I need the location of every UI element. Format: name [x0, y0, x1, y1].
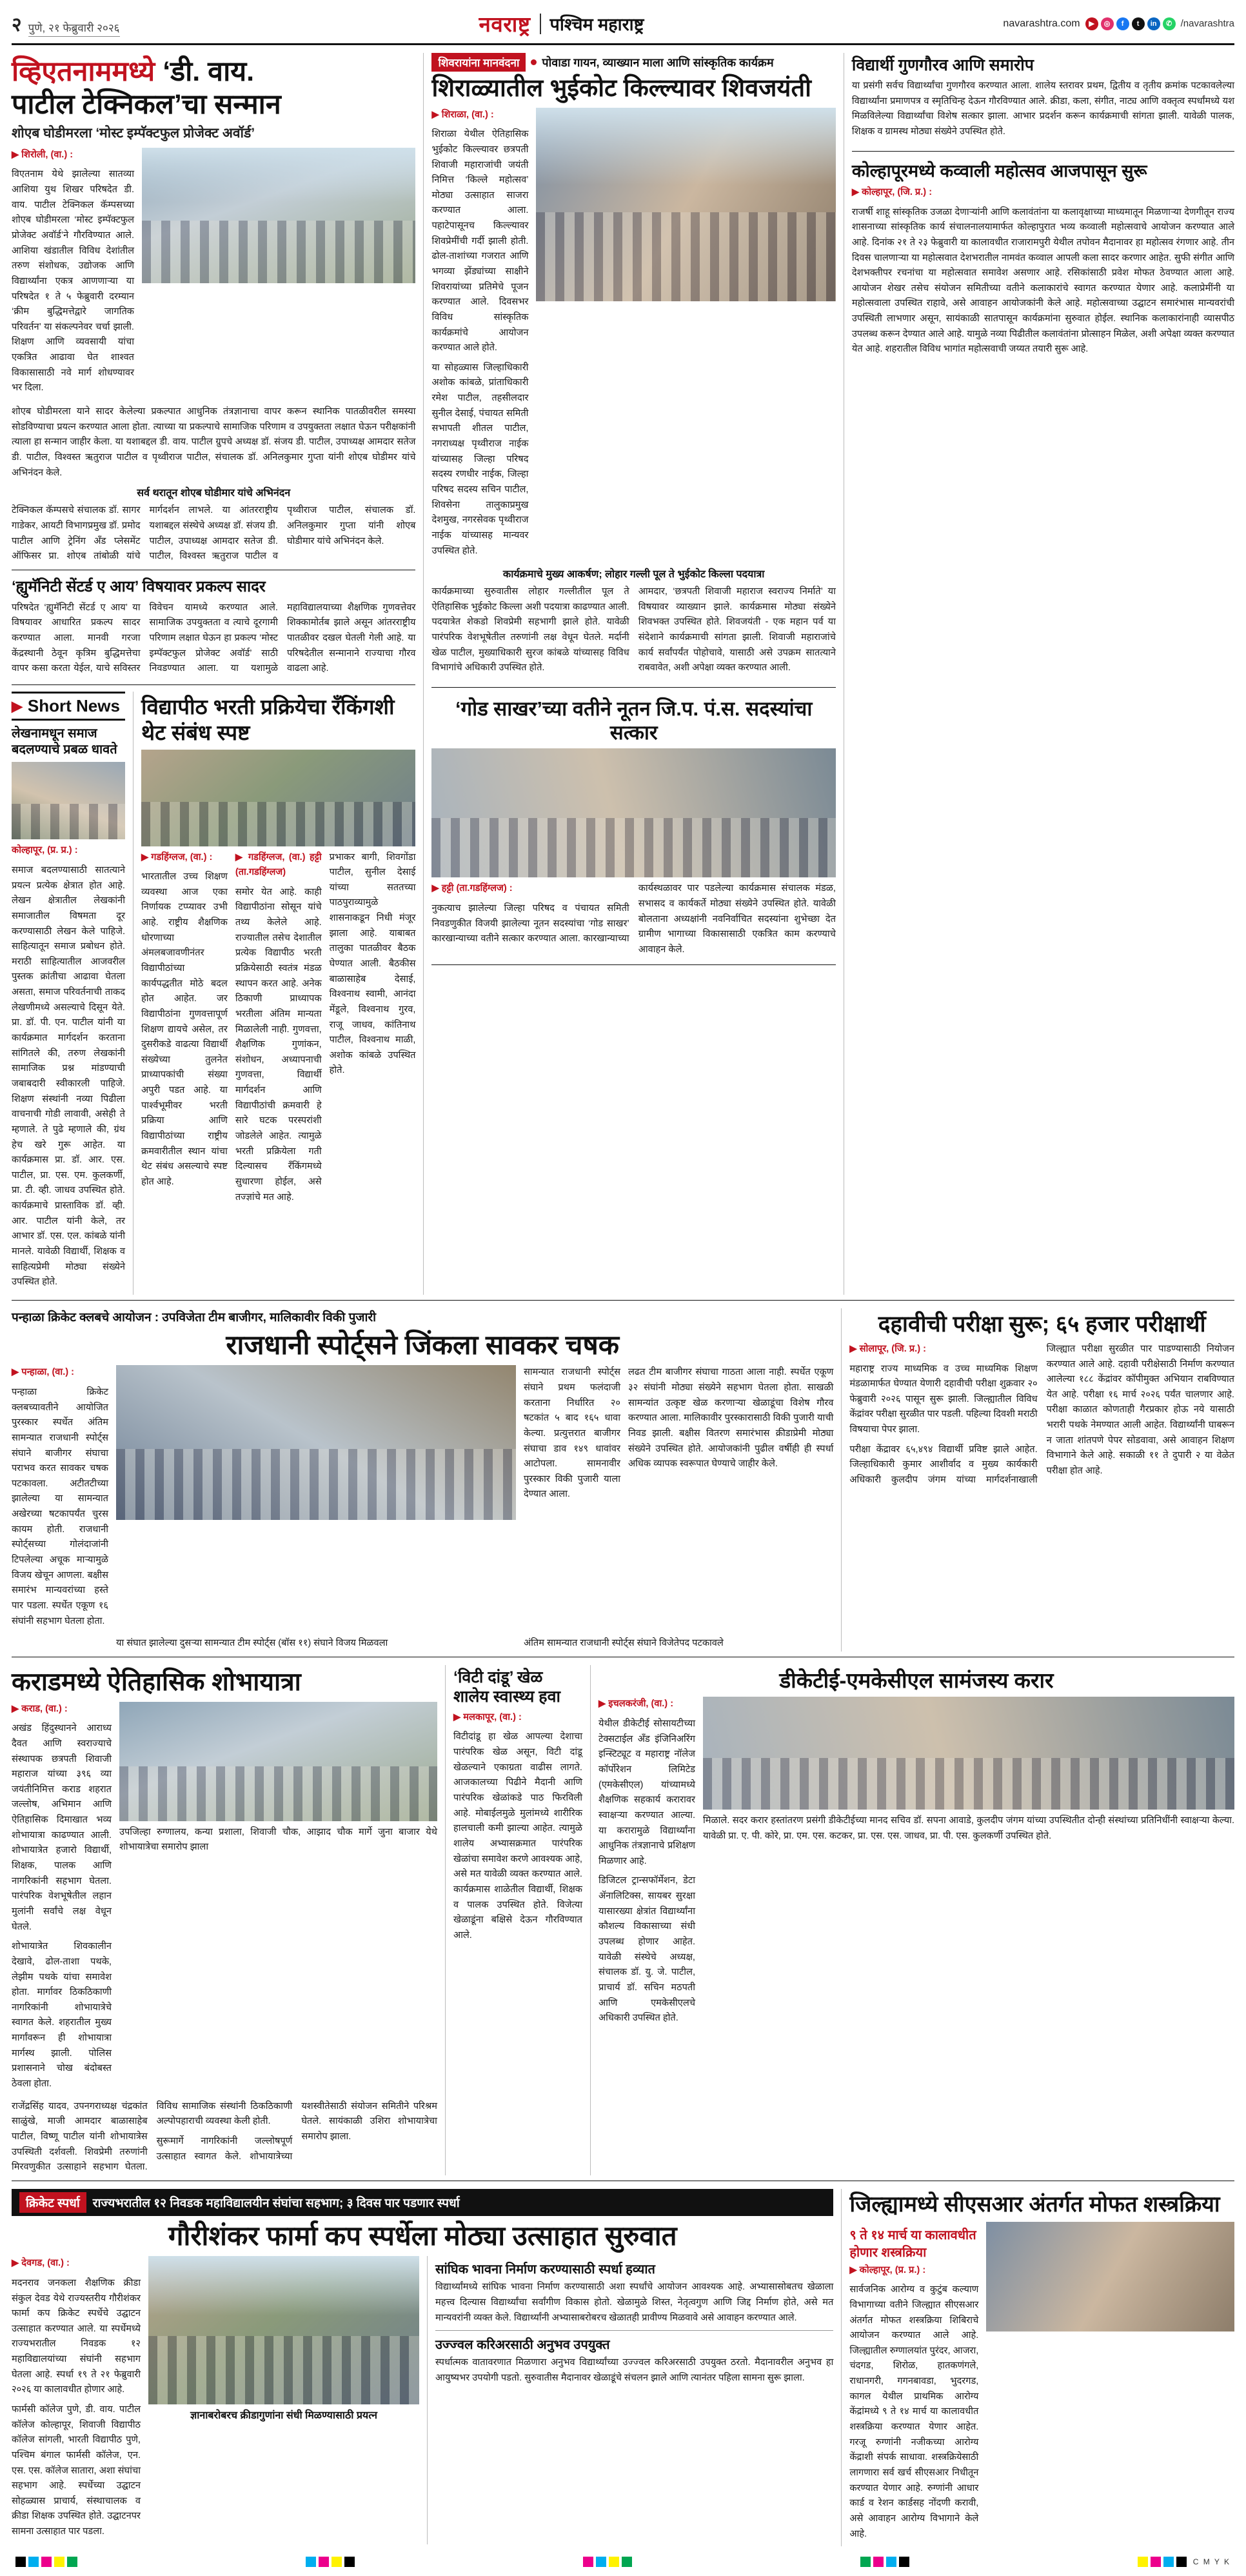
csr-body: सार्वजनिक आरोग्य व कुटुंब कल्याण विभागाच्या वतीने जिल्ह्यात सीएसआर अंतर्गत मोफत शस्त्रक्रिया शिबिराचे आयोजन करण्यात आले आहे. जिल्ह्यातील रुग्णालयांत पुरंदर, आजरा, चंदगड, शिरोळ, हातकणंगले, राधानगरी, गगनबावडा, भुदरगड, कागल येथील प्राथमिक आरोग्य केंद्रांमध्ये ९ ते १४ मार्च या कालावधीत शस्त्रक्रिया करण्यात येणार आहेत. गरजू रुग्णांनी नजीकच्या आरोग्य केंद्राशी संपर्क साधावा. शस्त्रक्रियेसाठी लागणारा सर्व खर्च सीएसआर निधीतून करण्यात येणार आहे. रुग्णांनी आधार कार्ड व रेशन कार्डसह नोंदणी करावी, असे आवाहन आरोग्य विभागाने केले आहे.: [849, 2284, 979, 2539]
column-left: [12, 53, 415, 1295]
university-photo: [141, 750, 415, 846]
article-gunagaurav: [852, 53, 1234, 152]
masthead-right: [1003, 17, 1234, 30]
cricket-col-1: [12, 1365, 108, 1633]
gaurishankar-col-1: [12, 2256, 141, 2544]
column-divider-6: [427, 2256, 428, 2544]
lead-sub2-body: परिषदेत ‘ह्युमॅनिटी सेंटर्ड ए आय’ या विषयावर आधारित प्रकल्प सादर करण्यात आला. मानवी गरजा केंद्रस्थानी ठेवून कृत्रिम बुद्धिमत्तेचा वापर कसा करता येईल, याचे सविस्तर विवेचन यामध्ये करण्यात आले. सामाजिक उपयुक्तता व त्याचे दूरगामी परिणाम लक्षात घेऊन हा प्रकल्प ‘मोस्ट इम्पॅक्टफुल प्रोजेक्ट अवॉर्ड’ साठी निवडण्यात आला. या यशामुळे महाविद्यालयाच्या शैक्षणिक गुणवत्तेवर शिक्कामोर्तब झाले असून आंतरराष्ट्रीय पातळीवर दखल घेतली गेली आहे. या परिषदेतील सन्मानाने राज्याचा गौरव वाढला आहे.: [12, 602, 416, 674]
masthead-divider: [540, 14, 541, 34]
shivjayanti-photo: [536, 108, 835, 301]
shortnews-dateline: कोल्हापूर, (प्र. प्र.) :: [12, 845, 78, 856]
lead-photo-wrap: [142, 148, 415, 401]
website-url[interactable]: navarashtra.com: [1003, 17, 1080, 29]
column-center: [431, 53, 835, 1295]
karad-photo-wrap: [119, 1702, 437, 2097]
gaurishankar-photo: [148, 2256, 419, 2404]
university-col-3: [330, 850, 416, 1210]
lead-sub2-head: ‘ह्युमॅनिटी सेंटर्ड ए आय’ विषयावर प्रकल्प सादर: [12, 577, 266, 595]
column-divider-main-5: [590, 1665, 591, 2175]
lead-body-2: शोएब घोडीमरला याने सादर केलेल्या प्रकल्पात आधुनिक तंत्रज्ञानाचा वापर करून स्थानिक पातळीवरील समस्या सोडविण्याचा प्रयत्न करण्यात आला होता. त्याच्या या प्रकल्पाचे सामाजिक परिणाम व उपयुक्तता लक्षात घेऊन परीक्षकांनी त्याला हा सन्मान जाहीर केला. या यशाबद्दल डी. वाय. पाटील ग्रुपचे अध्यक्ष डॉ. संजय डी. पाटील, उपाध्यक्ष आमदार सतेज डी. पाटील, विश्वस्त ऋतुराज पाटील व पृथ्वीराज पाटील, संचालक डॉ. अनिलकुमार गुप्ता यांनी शोएब घोडीमर यांचे अभिनंदन केले.: [12, 406, 416, 478]
university-col-2: [235, 850, 322, 1210]
gaurishankar-sub-head-2: उज्ज्वल करिअरसाठी अनुभव उपयुक्त: [435, 2338, 610, 2353]
linkedin-icon[interactable]: in: [1147, 17, 1160, 30]
shivjayanti-caption: कार्यक्रमाचे मुख्य आकर्षण; लोहार गल्ली पूल ते भुईकोट किल्ला पदयात्रा: [502, 569, 765, 581]
university-dateline-2: ▶ गडहिंग्लज, (वा.) हट्टी (ता.गडहिंग्लज): [235, 852, 322, 878]
exam-body-wrap: [849, 1342, 1234, 1488]
karad-photo: [119, 1702, 437, 1821]
shivjayanti-dateline: ▶ शिराळा, (वा.) :: [431, 109, 494, 120]
page-columns: [12, 53, 1234, 1295]
cricket-headline: राजधानी स्पोर्ट्सने जिंकला सावकर चषक: [226, 1329, 619, 1360]
university-headline: विद्यापीठ भरती प्रक्रियेचा रॅंकिंगशी थेट संबंध स्पष्ट: [141, 695, 395, 744]
edition-name: पश्चिम महाराष्ट्र: [549, 15, 644, 34]
karad-headline: कराडमध्ये ऐतिहासिक शोभायात्रा: [12, 1668, 301, 1696]
shortnews-university-row: [12, 692, 415, 1295]
cricket-col-3: [628, 1365, 833, 1633]
article-dkte: [598, 1665, 1234, 2175]
karad-row: [12, 1702, 437, 2097]
row-karad-dkte: [12, 1665, 1234, 2175]
csr-photo-wrap: [986, 2222, 1234, 2547]
row-cricket-exam: [12, 1308, 1234, 1652]
cricket-photo: [116, 1365, 516, 1520]
shivjayanti-kicker: [431, 53, 835, 72]
lead-headline-part2: ‘डी. वाय.: [163, 56, 255, 87]
shivjayanti-body-2: या सोहळ्यास जिल्हाधिकारी अशोक कांबळे, प्रांताधिकारी रमेश पाटील, तहसीलदार सुनील देसाई, पंचायत समिती सभापती शीतल पाटील, नगराध्यक्ष पृथ्वीराज नाईक यांच्यासह जिल्हा परिषद सदस्य रणधीर नाईक, जिल्हा परिषद सदस्य सचिन पाटील, शिवसेना तालुकाप्रमुख देशमुख, नगरसेवक पृथ्वीराज नाईक यांच्यासह मान्यवर उपस्थित होते.: [431, 362, 529, 556]
lead-sub2-body-wrap: [12, 601, 415, 679]
gaurishankar-body-2: फार्मसी कॉलेज पुणे, डी. वाय. पाटील कॉलेज कोल्हापूर, शिवाजी विद्यापीठ कॉलेज सांगली, भारती विद्यापीठ पुणे, पश्चिम बंगाल फार्मसी कॉलेज, एन. एस. एस. कॉलेज सातारा, अशा संघांचा सहभाग आहे. स्पर्धेच्या उद्घाटन सोहळ्यास प्राचार्य, संस्थाचालक व क्रीडा शिक्षक उपस्थित होते. उद्घाटनपर सामना उत्साहात पार पडला.: [12, 2404, 141, 2537]
csr-subhead: ९ ते १४ मार्च या कालावधीत होणार शस्त्रक्रिया: [849, 2228, 976, 2260]
qawwali-dateline: ▶ कोल्हापूर, (जि. प्र.) :: [851, 186, 933, 197]
whatsapp-icon[interactable]: ✆: [1163, 17, 1176, 30]
dkte-row: [598, 1697, 1234, 2030]
lead-text-col: [12, 148, 134, 401]
karad-col-1: [12, 1702, 112, 2097]
instagram-icon[interactable]: ◎: [1101, 17, 1114, 30]
qawwali-body-wrap: [852, 185, 1234, 357]
dkte-col-1: [598, 1697, 695, 2030]
shivjayanti-kicker-text: पोवाडा गायन, व्याख्यान माला आणि सांस्कृतिक कार्यक्रम: [542, 55, 774, 69]
godsakhar-body-wrap: [431, 881, 835, 957]
university-col-1: [141, 850, 228, 1210]
exam-body-1: महाराष्ट्र राज्य माध्यमिक व उच्च माध्यमिक शिक्षण मंडळामार्फत घेण्यात येणारी दहावीची परीक्षा शुक्रवार २० फेब्रुवारी २०२६ पासून सुरू झाली. जिल्ह्यातील विविध केंद्रांवर परीक्षा सुरळीत पार पडली. पहिल्या दिवशी मराठी विषयाचा पेपर झाला.: [849, 1363, 1038, 1435]
gaurishankar-sub-body-2: स्पर्धात्मक वातावरणात मिळणारा अनुभव विद्यार्थ्यांच्या उज्ज्वल करिअरसाठी उपयुक्त ठरतो. मैदानावरील अनुभव हा आयुष्यभर उपयोगी पडतो. सुरुवातीस मैदानावर खेळाडूंचे संचलन झाले आणि त्यानंतर पहिला सामना सुरू झाला.: [435, 2357, 834, 2383]
dkte-body-1: येथील डीकेटीई सोसायटीच्या टेक्सटाईल अँड इंजिनिअरिंग इन्स्टिट्यूट व महाराष्ट्र नॉलेज कॉर्पोरेशन लिमिटेड (एमकेसीएल) यांच्यामध्ये शैक्षणिक सहकार्य करारावर स्वाक्षऱ्या करण्यात आल्या. या करारामुळे विद्यार्थ्यांना आधुनिक तंत्रज्ञानाचे प्रशिक्षण मिळणार आहे.: [598, 1719, 695, 1866]
section-divider-1: [12, 1300, 1234, 1301]
cricket-body-2: सामन्यात राजधानी स्पोर्ट्स संघाने प्रथम फलंदाजी करताना निर्धारित २० षटकांत ५ बाद १६५ धावा केल्या. प्रत्युत्तरात बाजीगर संघाचा डाव १४९ धावांवर आटोपला. सामनावीर पुरस्कार विकी पुजारी याला देण्यात आला.: [524, 1367, 620, 1500]
gaurishankar-body-1: मदनराव जनकला शैक्षणिक क्रीडा संकुल देवड येथे राज्यस्तरीय गौरीशंकर फार्मा कप क्रिकेट स्पर्धेचे उद्घाटन उत्साहात करण्यात आले. या स्पर्धेमध्ये राज्यभरातील निवडक १२ महाविद्यालयांच्या संघांनी सहभाग घेतला आहे. स्पर्धा १९ ते २१ फेब्रुवारी २०२६ या कालावधीत होणार आहे.: [12, 2277, 141, 2395]
shortnews-body-wrap: [12, 843, 125, 1290]
karad-body-3: राजेंद्रसिंह यादव, उपनगराध्यक्ष चंद्रकांत साळुंखे, माजी आमदार बाळासाहेब पाटील, विष्णू पाटील यांनी शोभायात्रेस उपस्थिती दर्शवली. शिवप्रेमी तरुणांनी मिरवणुकीत उत्साहाने सहभाग घेतला. विविध सामाजिक संस्थांनी ठिकठिकाणी अल्पोपहाराची व्यवस्था केली होती.: [12, 2101, 293, 2173]
cricket-caption-2: अंतिम सामन्यात राजधानी स्पोर्ट्स संघाने विजेतेपद पटकावले: [524, 1638, 724, 1649]
qawwali-headline: कोल्हापूरमध्ये कव्वाली महोत्सव आजपासून सुरू: [851, 161, 1147, 181]
lead-body-1: विएतनाम येथे झालेल्या सातव्या आशिया युथ शिखर परिषदेत डी. वाय. पाटील टेक्निकल कॅम्पसच्या शोएब घोडीमरला ‘मोस्ट इम्पॅक्टफुल प्रोजेक्ट अवॉर्ड’ने गौरविण्यात आले. आशिया खंडातील विविध देशांतील तरुण संशोधक, उद्योजक आणि विद्यार्थ्यांना एकत्र आणणाऱ्या या परिषदेत १ ते ५ फेब्रुवारी दरम्यान ‘क्रीम बुद्धिमत्तेद्वारे जागतिक परिवर्तन’ या संकल्पनेवर चर्चा झाली. शिक्षण आणि व्यवसायी यांचा एकत्रित आढावा घेत शाश्वत विकासासाठी नवे मार्ग शोधण्यावर भर दिला.: [12, 169, 134, 394]
cricket-body-3: लढत टीम बाजीगर संघाचा गाठता आला नाही. स्पर्धेत एकूण ३२ संघांनी मोठ्या संख्येने सहभाग घेतला होता. साखळी सामन्यांत उत्कृष्ट खेळ करणाऱ्या खेळाडूंचा विशेष गौरव करण्यात आला. मालिकावीर पुरस्कारासाठी विकी पुजारी याची निवड झाली. बक्षीस वितरण समारंभास क्रीडाप्रेमी मोठ्या संख्येने उपस्थित होते. आयोजकांनी पुढील वर्षीही ही स्पर्धा अधिक व्यापक स्वरूपात घेण्याचे जाहीर केले.: [628, 1367, 834, 1470]
shivjayanti-body-3: कार्यक्रमाच्या सुरुवातीस लोहार गल्लीतील पूल ते ऐतिहासिक भुईकोट किल्ला अशी पदयात्रा काढण्यात आली. पदयात्रेत शेकडो शिवप्रेमी सहभागी झाले होते. यावेळी पारंपरिक वेशभूषेतील तरुणांनी लक्ष वेधून घेतले. मर्दानी खेळ पाटील, मुख्याधिकारी सुरज कांबळे यांच्यासह विविध विभागांचे अधिकारी उपस्थित होते.: [431, 586, 629, 674]
qawwali-body: राजर्षी शाहू सांस्कृतिक उजळा देणाऱ्यांनी आणि कलावंतांना या कलावृक्षाच्या माध्यमातून मिळणाऱ्या देणगीतून राज्य शासनाच्या सांस्कृतिक कार्य संचालनालयामार्फत कोल्हापुरात भव्य कव्वाली महोत्सवाचे आयोजन करण्यात आले आहे. दिनांक २१ ते २३ फेब्रुवारी या कालावधीत राजारामपुरी येथील तपोवन मैदानावर हा महोत्सव रंगणार आहे. तीन दिवस चालणाऱ्या या महोत्सवात देशभरातील नामवंत कव्वाल आपली कला सादर करणार आहेत. सुफी संगीत आणि देशभक्तीपर रचनांचा या महोत्सवात समावेश असणार आहे. रसिकांसाठी प्रवेश मोफत ठेवण्यात आला आहे. आयोजन शेखर तसेच संयोजन समितीच्या वतीने कलाकारांचे स्वागत करण्यात येणार आहे. कलाप्रेमींनी या महोत्सवाला उपस्थित राहावे, असे आवाहन आयोजकांनी केले आहे. महोत्सवाच्या उद्घाटन समारंभास मान्यवरांची उपस्थिती लाभणार असून, सायंकाळी सातपासून कार्यक्रमांना सुरुवात होईल. स्थानिक कलाकारांनाही व्यासपीठ उपलब्ध करून देण्यात आले आहे. यामुळे नव्या पिढीतील कलावंतांना प्रोत्साहन मिळेल, अशी अपेक्षा व्यक्त करण्यात येत आहे. शहरातील विविध भागांत महोत्सवाची जय्यत तयारी सुरू आहे.: [851, 206, 1234, 355]
shivjayanti-headline: शिराळ्यातील भुईकोट किल्ल्यावर शिवजयंती: [431, 75, 811, 102]
lead-headline-line2: पाटील टेक्निकल’चा सन्मान: [12, 88, 281, 120]
shivjayanti-lower-wrap: [431, 584, 835, 681]
color-bar-right-group: [1138, 2557, 1231, 2567]
university-body-3: प्रभाकर बागी, शिवगोंडा पाटील, सुनील देसाई यांच्या सततच्या पाठपुराव्यामुळे शासनाकडून निधी मंजूर झाला आहे. याबाबत तालुका पातळीवर बैठक घेण्यात आली. बैठकीस बाळासाहेब देसाई, विश्वनाथ स्वामी, आनंदा मेंडूले, विश्वनाथ गुरव, राजू जाधव, कांतिनाथ पाटील, विश्वनाथ माळी, अशोक कांबळे उपस्थित होते.: [329, 852, 416, 1076]
gaurishankar-band-text: राज्यभरातील १२ निवडक महाविद्यालयीन संघांचा सहभाग; ३ दिवस पार पडणार स्पर्धा: [92, 2196, 460, 2210]
dkte-photo-wrap: [703, 1697, 1234, 2030]
gaurishankar-photo-wrap: [148, 2256, 419, 2544]
article-lead: [12, 53, 415, 685]
column-divider-1: [133, 692, 134, 1295]
article-cricket-club: [12, 1308, 833, 1652]
article-karad: [12, 1665, 437, 2175]
gunagaurav-headline: विद्यार्थी गुणगौरव आणि समारोप: [851, 56, 1034, 74]
shivjayanti-photo-wrap: [536, 108, 835, 564]
shortnews-headline: लेखनामधून समाज बदलण्याचे प्रबळ धावते: [12, 726, 117, 757]
karad-body-2: शोभायात्रेत शिवकालीन देखावे, ढोल-ताशा पथके, लेझीम पथके यांचा समावेश होता. मार्गावर ठिकठिकाणी नागरिकांनी शोभायात्रेचे स्वागत केले. शहरातील मुख्य मार्गांवरून ही शोभायात्रा मार्गस्थ झाली. पोलिस प्रशासनाने चोख बंदोबस्त ठेवला होता.: [12, 1941, 112, 2089]
masthead-dateline: पुणे, २१ फेब्रुवारी २०२६: [28, 20, 120, 37]
article-exam: [849, 1308, 1234, 1652]
color-bar-left: [15, 2557, 77, 2567]
vitidandu-dateline: ▶ मलकापूर, (वा.) :: [453, 1712, 522, 1722]
university-body-row: [141, 850, 415, 1210]
masthead-center: [479, 9, 644, 38]
shivjayanti-row: [431, 108, 835, 564]
shortnews-photo: [12, 762, 125, 839]
gaurishankar-band: [12, 2189, 833, 2216]
gaurishankar-inner-divider: [435, 2330, 833, 2331]
dkte-dateline: ▶ इचलकरंजी, (वा.) :: [598, 1699, 674, 1710]
karad-body-1: अखंड हिंदुस्थानने आराध्य दैवत आणि स्वराज्याचे संस्थापक छत्रपती शिवाजी महाराज यांच्या ३९६ व्या जयंतीनिमित्त कराड शहरात जल्लोष, अभिमान आणि ऐतिहासिक दिमाखात भव्य शोभायात्रा काढण्यात आली. शोभायात्रेत हजारो विद्यार्थी, शिक्षक, पालक आणि नागरिकांनी सहभाग घेतला. पारंपरिक वेशभूषेतील लहान मुलांनी सर्वांचे लक्ष वेधून घेतले.: [12, 1723, 112, 1932]
lead-headline-part1: व्हिएतनाममध्ये: [12, 56, 155, 87]
gaurishankar-col-2: [435, 2256, 833, 2544]
vitidandu-body: विटीदांडू हा खेळ आपल्या देशाचा पारंपरिक खेळ असून, विटी दांडू खेळल्याने एकाग्रता वाढीस लागते. आजकालच्या पिढीने मैदानी आणि पारंपरिक खेळांकडे पाठ फिरविली आहे. मोबाईलमुळे मुलांमध्ये शारीरिक हालचाली कमी झाल्या आहेत. त्यामुळे शालेय अभ्यासक्रमात पारंपरिक खेळांचा समावेश करणे आवश्यक आहे, असे मत यावेळी व्यक्त करण्यात आले. कार्यक्रमास शाळेतील विद्यार्थी, शिक्षक व पालक उपस्थित होते. विजेत्या खेळाडूंना बक्षिसे देऊन गौरविण्यात आले.: [453, 1732, 582, 1941]
cricket-body-1: पन्हाळा क्रिकेट क्लबच्यावतीने आयोजित पुरस्कार स्पर्धेत अंतिम सामन्यात राजधानी स्पोर्ट्स संघाने बाजीगर संघाचा पराभव करत सावकर चषक पटकावला. अटीतटीच्या झालेल्या या सामन्यात अखेरच्या षटकापर्यंत चुरस कायम होती. राजधानी स्पोर्ट्सच्या गोलंदाजांनी टिपलेल्या अचूक माऱ्यामुळे विजय खेचून आणला. बक्षीस समारंभ मान्यवरांच्या हस्ते पार पडला. स्पर्धेत एकूण १६ संघांनी सहभाग घेतला होता.: [12, 1386, 108, 1626]
article-godsakhar: [431, 694, 835, 965]
social-icons: [1085, 17, 1176, 30]
article-gaurishankar: [12, 2189, 833, 2546]
cricket-photo-wrap: [116, 1365, 516, 1633]
shortnews-title: Short News: [27, 696, 120, 716]
cricket-dateline: ▶ पन्हाळा, (वा.) :: [12, 1367, 75, 1378]
csr-photo: [986, 2222, 1234, 2331]
cricket-kicker: पन्हाळा क्रिकेट क्लबचे आयोजन : उपविजेता टीम बाजीगर, मालिकावीर विकी पुजारी: [12, 1310, 377, 1324]
dkte-headline: डीकेटीई-एमकेसीएल सामंजस्य करार: [779, 1668, 1054, 1692]
article-csr: [849, 2189, 1234, 2546]
column-divider-main-4: [445, 1665, 446, 2175]
masthead-left: [12, 10, 120, 37]
cricket-row: [12, 1365, 833, 1633]
godsakhar-body: नुकत्याच झालेल्या जिल्हा परिषद व पंचायत समिती निवडणुकीत विजयी झालेल्या नूतन सदस्यांचा ‘गोड साखर’ कारखान्याच्या वतीने सत्कार करण्यात आला. कारखान्याच्या कार्यस्थळावर पार पडलेल्या कार्यक्रमास संचालक मंडळ, सभासद व कार्यकर्ते मोठ्या संख्येने उपस्थित होते. यावेळी बोलताना अध्यक्षांनी नवनिर्वाचित सदस्यांना शुभेच्छा देत ग्रामीण भागाच्या विकासासाठी एकत्रित काम करण्याचे आवाहन केले.: [431, 883, 836, 955]
twitter-icon[interactable]: t: [1132, 17, 1145, 30]
masthead: [12, 9, 1234, 45]
cricket-caption-1: या संघात झालेल्या दुसऱ्या सामन्यात टीम स्पोर्ट्स (बॉस ११) संघाने विजय मिळवला: [116, 1638, 388, 1649]
color-bar-center-3: [860, 2557, 909, 2567]
article-shivjayanti: [431, 53, 835, 688]
lead-photo-body: टेक्निकल कॅम्पसचे संचालक डॉ. सागर गाडेकर, आयटी विभागप्रमुख डॉ. प्रमोद पाटील आणि ट्रेनिंग अँड प्लेसमेंट ऑफिसर प्रा. शोएब तांबोळी यांचे मार्गदर्शन लाभले. या आंतरराष्ट्रीय यशाबद्दल संस्थेचे अध्यक्ष डॉ. संजय डी. पाटील, उपाध्यक्ष आमदार सतेज डी. पाटील, विश्वस्त ऋतुराज पाटील व पृथ्वीराज पाटील, संचालक डॉ. अनिलकुमार गुप्ता यांनी शोएब घोडीमार यांचे अभिनंदन केले.: [12, 505, 416, 562]
column-divider-main-1: [423, 53, 424, 1295]
gaurishankar-caption: ज्ञानाबरोबरच क्रीडागुणांना संधी मिळण्यासाठी प्रयत्न: [190, 2410, 378, 2422]
color-bar-center-1: [306, 2557, 355, 2567]
lead-photo-body-wrap: [12, 503, 415, 564]
dkte-body-3: मिळाले. सदर करार हस्तांतरण प्रसंगी डीकेटीईच्या मानद सचिव डॉ. सपना आवाडे, कुलदीप जंगम यांच्या उपस्थितीत दोन्ही संस्थांच्या प्रतिनिधींनी स्वाक्षऱ्या केल्या. यावेळी प्रा. ए. पी. कोरे, प्रा. एम. एस. कटकर, प्रा. एस. एस. जाधव, प्रा. पी. एस. कुलकर्णी उपस्थित होते.: [703, 1815, 1234, 1842]
godsakhar-photo: [431, 748, 835, 877]
csr-dateline: ▶ कोल्हापूर, (प्र. प्र.) :: [849, 2264, 926, 2275]
gaurishankar-headline: गौरीशंकर फार्मा कप स्पर्धेला मोठ्या उत्साहात सुरुवात: [168, 2220, 677, 2251]
cricket-captions: [12, 1636, 833, 1652]
shivjayanti-body-1: शिराळा येथील ऐतिहासिक भुईकोट किल्ल्यावर छत्रपती शिवाजी महाराजांची जयंती निमित्त ‘किल्ले महोत्सव’ मोठ्या उत्साहात साजरा करण्यात आला. पहाटेपासूनच किल्ल्यावर शिवप्रेमींची गर्दी झाली होती. ढोल-ताशांच्या गजरात आणि भगव्या झेंड्यांच्या साक्षीने शिवरायांच्या प्रतिमेचे पूजन करण्यात आले. दिवसभर विविध सांस्कृतिक कार्यक्रमांचे आयोजन करण्यात आले होते.: [431, 129, 529, 354]
university-dateline-1: ▶ गडहिंग्लज, (वा.) :: [141, 852, 213, 863]
lead-photo-caption: सर्व थरातून शोएब घोडीमार यांचे अभिनंदन: [137, 488, 291, 499]
shivjayanti-body-4: आमदार, ‘छत्रपती शिवाजी महाराज स्वराज्य निर्माते’ या विषयावर व्याख्यान झाले. कार्यक्रमास मोठ्या संख्येने शिवभक्त उपस्थित होते. शिवजयंती - एक महान पर्व या संदेशाने कार्यक्रमाची सांगता झाली. शिवाजी महाराजांचे कार्य सर्वांपर्यंत पोहोचावे, यासाठी असे उपक्रम सातत्याने राबवावेत, अशी अपेक्षा व्यक्त करण्यात आली.: [638, 586, 836, 674]
exam-dateline: ▶ सोलापूर, (जि. प्र.) :: [849, 1343, 927, 1354]
page-number: २: [12, 14, 22, 35]
column-right: [852, 53, 1234, 1295]
vitidandu-headline: ‘विटी दांडू’ खेळ शालेय स्वास्थ्य हवा: [453, 1668, 560, 1706]
chevron-right-icon: ▶: [12, 697, 23, 714]
godsakhar-dateline: ▶ हट्टी (ता.गडहिंग्लज) :: [431, 883, 513, 894]
shortnews-body: समाज बदलण्यासाठी सातत्याने प्रयत्न प्रत्येक क्षेत्रात होत आहे. लेखन क्षेत्रातील लेखकांनी समाजातील विषमता दूर करण्यासाठी लेखन केले पाहिजे. साहित्यातून समाज प्रबोधन होते. मराठी साहित्यातील आजवरील पुस्तक क्रांतीचा आढावा घेतला असता, समाज परिवर्तनाची ताकद लेखणीमध्ये असल्याचे दिसून येते. प्रा. डॉ. पी. एन. पाटील यांनी या कार्यक्रमात मार्गदर्शन करताना सांगितले की, तरुण लेखकांनी सामाजिक प्रश्न मांडण्याची जबाबदारी स्वीकारली पाहिजे. शिक्षण संस्थांनी नव्या पिढीला वाचनाची गोडी लावावी, असेही ते म्हणाले. ते पुढे म्हणाले की, ग्रंथ हेच खरे गुरू आहेत. या कार्यक्रमास प्रा. डॉ. आर. एस. पाटील, प्रा. एस. एम. कुलकर्णी, प्रा. टी. व्ही. जाधव उपस्थित होते. कार्यक्रमाचे प्रास्ताविक डॉ. व्ही. आर. पाटील यांनी केले, तर आभार डॉ. एस. एल. कांबळे यांनी मानले. यावेळी विद्यार्थी, शिक्षक व साहित्यप्रेमी मोठ्या संख्येने उपस्थित होते.: [12, 864, 125, 1288]
lead-headline: [12, 55, 415, 121]
csr-left: [849, 2222, 978, 2547]
article-vitidandu: [453, 1665, 582, 2175]
exam-body-2: परीक्षा केंद्रावर ६५,४९४ विद्यार्थी प्रविष्ट झाले आहेत. जिल्हाधिकारी कुमार आशीर्वाद व मुख्य कार्यकारी अधिकारी कुलदीप जंगम यांच्या मार्गदर्शनाखाली जिल्ह्यात परीक्षा सुरळीत पार पाडण्यासाठी नियोजन करण्यात आले आहे. दहावी परीक्षेसाठी निर्माण करण्यात आलेल्या १८८ केंद्रांवर कॉपीमुक्त अभियान राबविण्यात येत आहे. परीक्षा १६ मार्च २०२६ पर्यंत चालणार आहे. परीक्षा काळात कोणताही गैरप्रकार होऊ नये यासाठी भरारी पथके नेमण्यात आली आहेत. विद्यार्थ्यांनी घाबरून न जाता शांतपणे पेपर सोडवावा, असे आवाहन शिक्षण विभागाने केले आहे. सकाळी ११ ते दुपारी २ या वेळेत परीक्षा होत आहे.: [849, 1343, 1234, 1486]
cmyk-label: C M Y K: [1192, 2557, 1231, 2567]
facebook-icon[interactable]: f: [1116, 17, 1129, 30]
publication-logo: नवराष्ट्र: [479, 12, 531, 36]
lead-subhead: शोएब घोडीमरला ‘मोस्ट इम्पॅक्टफुल प्रोजेक्ट अवॉर्ड’: [12, 126, 255, 141]
color-bar-right: [1138, 2557, 1187, 2567]
youtube-icon[interactable]: ▶: [1085, 17, 1098, 30]
article-university: [141, 692, 415, 1295]
gaurishankar-sub-body: विद्यार्थ्यांमध्ये सांघिक भावना निर्माण करण्यासाठी अशा स्पर्धांचे आयोजन आवश्यक आहे. अभ्यासासोबतच खेळाला महत्त्व दिल्यास विद्यार्थ्यांचा सर्वांगीण विकास होतो. खेळामुळे शिस्त, नेतृत्वगुण आणि जिद्द निर्माण होते, असे मत मान्यवरांनी व्यक्त केले. विद्यार्थ्यांनी अभ्यासाबरोबरच खेळातही प्रावीण्य मिळवावे असे आवाहन करण्यात आले.: [435, 2282, 834, 2323]
lead-top-row: [12, 148, 415, 401]
gaurishankar-dateline: ▶ देवगड, (वा.) :: [12, 2258, 70, 2269]
shortnews-header: [12, 692, 125, 721]
lead-dateline: ▶ शिरोली, (वा.) :: [12, 149, 74, 160]
shivjayanti-text-col: [431, 108, 528, 564]
shortnews-block: [12, 692, 125, 1295]
karad-dateline: ▶ कराड, (वा.) :: [12, 1703, 68, 1714]
gaurishankar-tag: क्रिकेट स्पर्धा: [19, 2192, 86, 2213]
gaurishankar-sub-head: सांघिक भावना निर्माण करण्यासाठी स्पर्धा हव्यात: [435, 2262, 655, 2277]
cricket-col-2: [524, 1365, 620, 1633]
social-handle[interactable]: /navarashtra: [1180, 18, 1234, 29]
bullet-dot-icon: [531, 59, 537, 65]
shivjayanti-tag: शिवरायांना मानवंदना: [431, 53, 526, 72]
gunagaurav-body: या प्रसंगी सर्वच विद्यार्थ्यांचा गुणगौरव करण्यात आला. शालेय स्तरावर प्रथम, द्वितीय व तृतीय क्रमांक पटकावलेल्या विद्यार्थ्यांना प्रमाणपत्र व स्मृतिचिन्ह देऊन गौरविण्यात आले. क्रीडा, कला, संगीत, नाट्य आणि वक्तृत्व स्पर्धांमध्ये यश मिळविलेल्या विद्यार्थ्यांचा विशेष सत्कार झाला. आभार प्रदर्शन करून कार्यक्रमाची सांगता झाली. यावेळी पालक, शिक्षक व ग्रामस्थ मोठ्या संख्येने उपस्थित होते.: [851, 81, 1234, 137]
gaurishankar-row: [12, 2256, 833, 2544]
column-divider-main-6: [841, 2189, 842, 2546]
registration-strip: [12, 2550, 1234, 2576]
university-body-1: भारतातील उच्च शिक्षण व्यवस्था आज एका निर्णायक टप्प्यावर उभी आहे. राष्ट्रीय शैक्षणिक धोरणाच्या अंमलबजावणीनंतर विद्यापीठांच्या कार्यपद्धतीत मोठे बदल होत आहेत. जर विद्यापीठांना गुणवत्तापूर्ण शिक्षण द्यायचे असेल, तर दुसरीकडे वाढत्या विद्यार्थी संख्येच्या तुलनेत प्राध्यापकांची संख्या अपुरी पडत आहे. या पार्श्वभूमीवर भरती प्रक्रिया आणि विद्यापीठांच्या राष्ट्रीय क्रमवारीतील स्थान यांचा थेट संबंध असल्याचे स्पष्ट होत आहे.: [141, 872, 228, 1187]
karad-body-4: सुरूमार्गे नागरिकांनी जल्लोषपूर्ण उत्साहात स्वागत केले. शोभायात्रेच्या यशस्वीतेसाठी संयोजन समितीने परिश्रम घेतले. सायंकाळी उशिरा शोभायात्रेचा समारोप झाला.: [156, 2101, 437, 2162]
csr-headline: जिल्ह्यामध्ये सीएसआर अंतर्गत मोफत शस्त्रक्रिया: [849, 2192, 1220, 2217]
karad-lower: [12, 2099, 437, 2175]
article-qawwali: [852, 158, 1234, 368]
column-divider-main-3: [841, 1308, 842, 1652]
dkte-photo: [703, 1697, 1234, 1810]
csr-body-wrap: [849, 2263, 978, 2542]
university-body-2: समोर येत आहे. काही विद्यापीठांना सोसून यांचे तथ्य केलेले आहे. राज्यातील तसेच देशातील प्रत्येक विद्यापीठ भरती प्रक्रियेसाठी स्वतंत्र मंडळ स्थापन करत आहे. अनेक ठिकाणी प्राध्यापक भरतीला अंतिम मान्यता मिळालेली नाही. गुणवत्ता, शैक्षणिक गुणांकन, संशोधन, अध्यापनाची गुणवत्ता, विद्यार्थी मार्गदर्शन आणि विद्यापीठांची क्रमवारी हे सारे घटक परस्परांशी जोडलेले आहेत. त्यामुळे भरती प्रक्रियेला गती दिल्यासच रॅंकिंगमध्ये सुधारणा होईल, असे तज्ज्ञांचे मत आहे.: [235, 886, 322, 1203]
row-bottom: [12, 2189, 1234, 2546]
exam-headline: दहावीची परीक्षा सुरू; ६५ हजार परीक्षार्थी: [878, 1311, 1206, 1337]
csr-row: [849, 2222, 1234, 2547]
color-bar-center-2: [583, 2557, 632, 2567]
lead-photo: [142, 148, 415, 283]
dkte-body-2: डिजिटल ट्रान्सफॉर्मेशन, डेटा ॲनालिटिक्स, सायबर सुरक्षा यासारख्या क्षेत्रांत विद्यार्थ्यांना कौशल्य विकासाच्या संधी उपलब्ध होणार आहेत. यावेळी संस्थेचे अध्यक्ष, संचालक डॉ. यु. जे. पाटील, प्राचार्य डॉ. सचिन मठपती आणि एमकेसीएलचे अधिकारी उपस्थित होते.: [598, 1875, 695, 2024]
vitidandu-body-wrap: [453, 1710, 582, 1948]
karad-caption: उपजिल्हा रुग्णालय, कन्या प्रशाला, शिवाजी चौक, आझाद चौक मार्गे जुना बाजार येथे शोभायात्रेचा समारोप झाला: [119, 1826, 437, 1853]
gunagaurav-body-wrap: [852, 79, 1234, 140]
godsakhar-headline: ‘गोड साखर’च्या वतीने नूतन जि.प. पं.स. सदस्यांचा सत्कार: [455, 697, 813, 744]
lead-body-2-wrap: [12, 404, 415, 481]
